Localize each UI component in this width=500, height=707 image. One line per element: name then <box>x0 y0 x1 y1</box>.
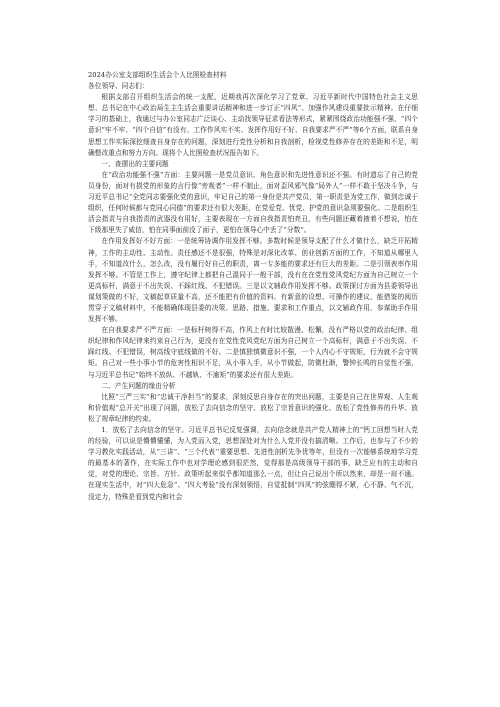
body-paragraph: 在“政治功能强不强”方面：主要问题一是党员意识、角色意识和先进性意识还不强。有时遗忘了自己的党员身份，面对有损党的形象的言行像“旁观者”一样不制止，面对歪风邪气像“局外人”一样不敢于坚决斗争，与习近平总书记“全党同志要强化党的意识，牢记自己的第一身份是共产党员，第一职责是为党工作，做到忠诚于组织，任何时候都与党同心同德”的要求还有很大差距，在党爱党、忧党、护党的意识急须要强化。二是组织生活会指责与自我指责的武器没有用好，主要表现在一方面自我指责怕亮丑，有些问题还藏着掖着不想说，怕在下级那里失了威信，怕在同事面前没了面子，更怕在领导心中丢了“分数”。 <box>88 170 418 235</box>
body-paragraph: 根据支部召开组织生活会的统一支配，近期我再次深化学习了党章、习近平新时代中国特色社会主义思想、总书记在中心政治局生主生活会重要讲话精神和进一步订正“四风”、加强作风建设重要批示精神。在仔细学习的基础上，我通过与办公室同志广泛谈心、主动找领导征求看法等形式，紧紧围绕政治功能强不强、“四个意识”牢不牢、“四个自信”有没有、工作作风实不实、发挥作用好不好、自我要求严不严”等6个方面，联系自身思想工作实际深挖细查自身存在的问题，深刻进行党性分析和自我剖析，检视党性修养存在的差距和不足，明确整改重点和努力方向。现将个人比照检查状况报告如下。 <box>88 93 418 157</box>
section-heading: 一、查摆出的主要问题 <box>101 159 169 168</box>
greeting: 各位领导、同志们： <box>88 82 149 91</box>
paragraph-list <box>88 92 418 502</box>
document-title: 2024办公室支部组织生活会个人比照检查材料 <box>88 71 227 79</box>
body-paragraph: 比照“三严三实”和“忠诚干净担当”的要求，深刻反思自身存在的突出问题，主要是自己在世界观、人生观和价值观“总开关”出现了问题，放松了去向信念的坚守、放松了宗旨意识的强化、放松了党性修养的升华、放松了规章纪律的约束。 <box>88 392 418 423</box>
body-paragraph: 在作用发挥好不好方面：一是统筹协调作用发挥不够。多数时候是领导支配了什么才做什么，缺乏开拓精神，工作的主动性、主动性、责任感还不是很强，特殊是对深化改革、创业创新方面的工作，不知道从哪里入手，不知道改什么，怎么改，没有履行好自己的职责，离一专多能的要求还有巨大的差距。二是引领表率作用发挥不够。不管是工作上，遵守纪律上都把自己混同于一般干部，没有在在党性党风党纪方面为自己树立一个更高标杆，满意于不出失误、不踩红线、不犯错误。三是以文辅政作用发挥不够。政策探讨方面为县委领导出谋划策做的不好，文稿起草质量不高，还不能把有价值的资料、有新意的设想、可操作的建议、能借鉴的阅历贯穿于文稿材料中，不能精确体现县委的决策、思路、措施、要求和工作重点，以文辅政作用、参谋助手作用发挥不够。 <box>88 237 418 324</box>
section-heading: 二、产生问题的缘由分析 <box>101 381 176 390</box>
body-paragraph: 1．放松了去向信念的坚守。习近平总书记反复强调，去向信念就是共产党人精神上的“钙工回想当时入党的经验，可以说是懵懵懂懂，为入党而入党，思想深处对为什么入党并没有搞清晰。工作后，也参与了不少的学习教化实践活动，从“三讲”、“三个代表‘’重要思想、先进性剖析先争优等年，但没有一次能够系统地学习党的最基本的著作，在实际工作中也对学理论感到很茫然，觉得那是高级领导干部的事，缺乏应有的主动和自觉，对党的理论、宗旨、方针、政策听起来似乎都知道那么一点，但让自己说出个所以然来，却是一肩不通。在现实生活中，对“四大危急”、“四大考验”没有深刻领悟，自觉抵制“四风”的弦绷得不紧，心不静、气不沉，没定力，特殊是看到党内和社会 <box>88 426 418 501</box>
body-paragraph: 在自我要求严不严方面：一是标杆树得不高，作风上有时比较散漫、松懈，没有严格以党的政治纪律、组织纪律和作风纪律来约束自己行为，更没有在党性党风党纪方面为自己树立一个高标杆，满意于不出失误、不踩红线、不犯错误，树高线守底线做的不好。二是慎独慎微意识不强，一个人内心不守规矩，行为就不会守规矩。自己对一些小事小节的危害性相识不足，从小事入手，从小节做起，防微杜渐，警钟长鸣的自觉性不强，与习近平总书记“始终不放纵、不越轨、不逾矩”的要求还有很大差距。 <box>88 326 418 379</box>
document-body <box>88 70 418 503</box>
